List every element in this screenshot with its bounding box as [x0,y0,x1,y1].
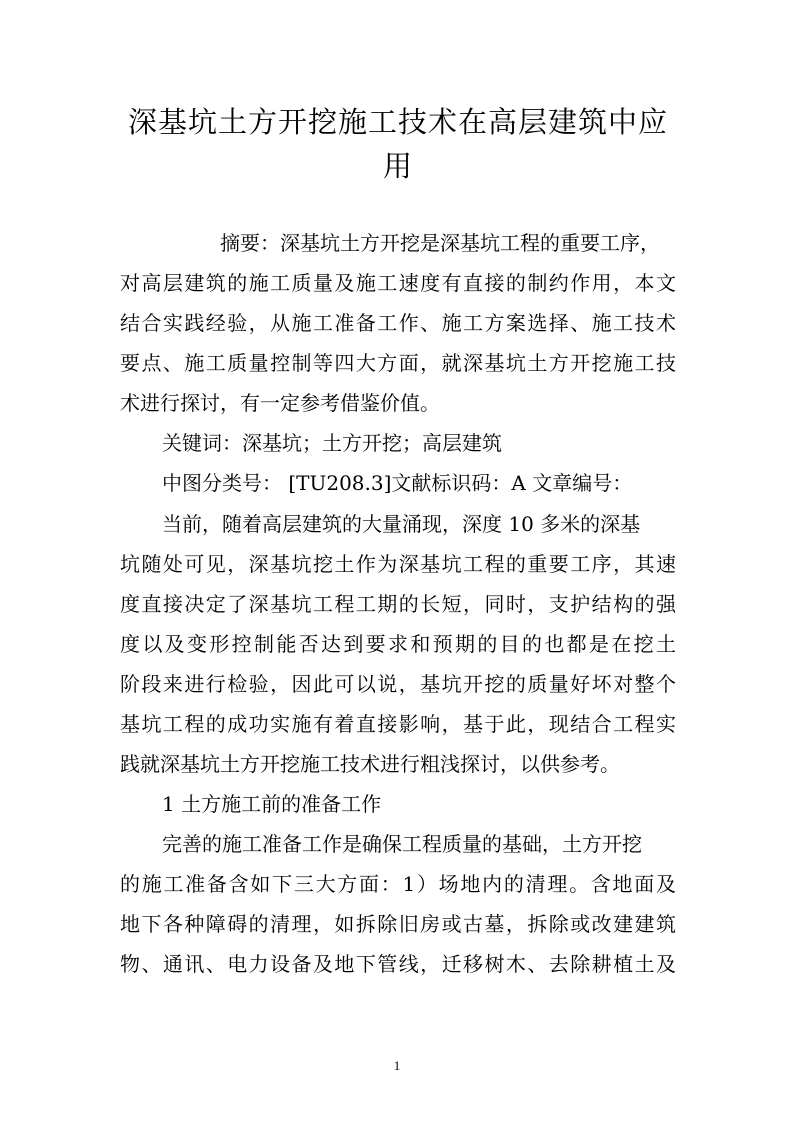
body-line: 坑随处可见，深基坑挖土作为深基坑工程的重要工序，其速 [120,552,676,576]
abstract-line: 术进行探讨，有一定参考借鉴价值。 [120,391,440,415]
title-line-1: 深基坑土方开挖施工技术在高层建筑中应 [127,105,668,139]
body-line: 地下各种障碍的清理，如拆除旧房或古墓，拆除或改建建筑 [120,912,676,936]
body-line: 基坑工程的成功实施有着直接影响，基于此，现结合工程实 [120,712,676,736]
body-line: 的施工准备含如下三大方面：1）场地内的清理。含地面及 [120,872,676,896]
keywords-line: 关键词：深基坑；土方开挖；高层建筑 [162,431,502,455]
body-line: 完善的施工准备工作是确保工程质量的基础，土方开挖 [162,832,642,856]
abstract-line: 结合实践经验，从施工准备工作、施工方案选择、施工技术 [120,311,676,335]
page-number: 1 [393,1058,401,1073]
classification-line: 中图分类号： [TU208.3]文献标识码：A 文章编号： [162,471,633,495]
body-line: 践就深基坑土方开挖施工技术进行粗浅探讨，以供参考。 [120,752,620,776]
title-line-2: 用 [382,149,413,183]
body-line: 当前，随着高层建筑的大量涌现，深度 10 多米的深基 [162,512,641,536]
body-line: 阶段来进行检验，因此可以说，基坑开挖的质量好坏对整个 [120,672,676,696]
body-line: 度以及变形控制能否达到要求和预期的目的也都是在挖土 [120,632,676,656]
section-heading: 1 土方施工前的准备工作 [162,792,382,816]
abstract-line: 摘要：深基坑土方开挖是深基坑工程的重要工序， [220,231,660,255]
body-line: 度直接决定了深基坑工程工期的长短，同时，支护结构的强 [120,592,676,616]
abstract-line: 对高层建筑的施工质量及施工速度有直接的制约作用，本文 [120,271,676,295]
abstract-line: 要点、施工质量控制等四大方面，就深基坑土方开挖施工技 [120,351,676,375]
body-line: 物、通讯、电力设备及地下管线，迁移树木、去除耕植土及 [120,952,676,976]
